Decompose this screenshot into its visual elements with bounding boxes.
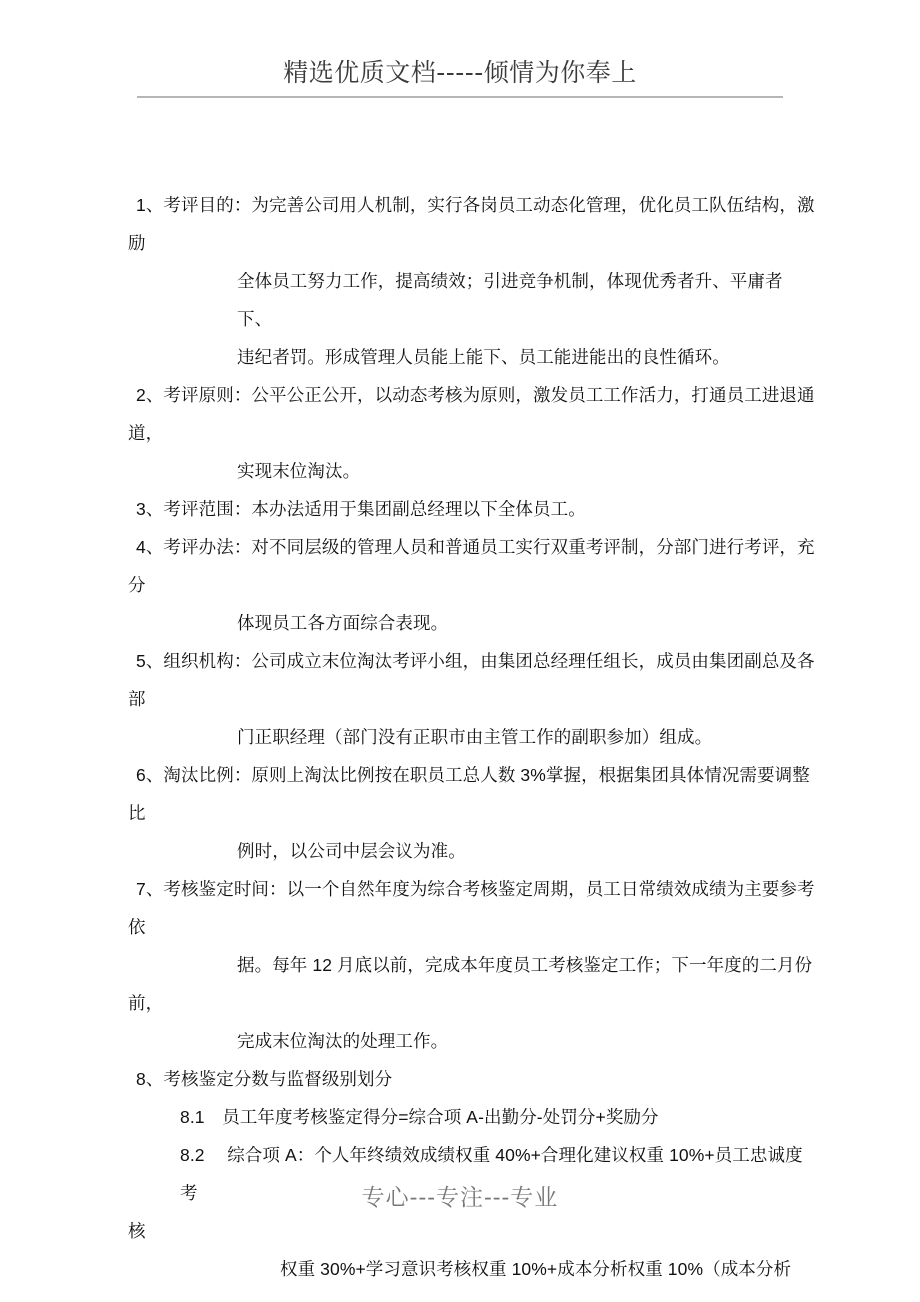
item-4-line-1: 4、考评办法：对不同层级的管理人员和普通员工实行双重考评制，分部门进行考评，充 [136,537,815,557]
document-footer [0,1182,920,1214]
item-8-2-line-1: 8.2 综合项 A：个人年终绩效成绩权重 40%+合理化建议权重 10%+员工忠诚度考 [180,1145,803,1203]
item-1-line-2: 励 [128,233,146,253]
item-7-line-4: 前， [128,993,164,1013]
item-1-line-4: 违纪者罚。形成管理人员能上能下、员工能进能出的良性循环。 [237,347,730,367]
item-5-line-1: 5、组织机构：公司成立末位淘汰考评小组，由集团总经理任组长，成员由集团副总及各 [136,651,815,671]
item-8-2-line-3: 权重 30%+学习意识考核权重 10%+成本分析权重 10%（成本分析 [280,1259,792,1279]
item-8-2-line-2: 核 [128,1221,146,1241]
item-4-line-2: 分 [128,575,146,595]
item-7-line-3: 据。每年 12 月底以前，完成本年度员工考核鉴定工作；下一年度的二月份 [237,955,813,975]
item-2-line-2: 道， [128,423,164,443]
item-1-line-1: 1、考评目的：为完善公司用人机制，实行各岗员工动态化管理，优化员工队伍结构，激 [136,195,815,215]
item-7-line-5: 完成末位淘汰的处理工作。 [237,1031,449,1051]
item-8-line-1: 8、考核鉴定分数与监督级别划分 [136,1069,393,1089]
document-header [137,56,783,98]
item-7-line-2: 依 [128,917,146,937]
item-8-1: 8.1 员工年度考核鉴定得分=综合项 A-出勤分-处罚分+奖励分 [180,1107,659,1127]
header-title: 精选优质文档-----倾情为你奉上 [283,58,637,87]
item-2-line-1: 2、考评原则：公平公正公开，以动态考核为原则，激发员工工作活力，打通员工进退通 [136,385,815,405]
item-3-line-1: 3、考评范围：本办法适用于集团副总经理以下全体员工。 [136,499,586,519]
item-2-line-3: 实现末位淘汰。 [237,461,361,481]
item-6-line-1: 6、淘汰比例：原则上淘汰比例按在职员工总人数 3%掌握，根据集团具体情况需要调整比 [128,765,810,823]
item-5-line-2: 部 [128,689,146,709]
item-6-line-2: 例时，以公司中层会议为准。 [237,841,466,861]
footer-slogan: 专心---专注---专业 [361,1185,559,1211]
document-body [0,186,920,1288]
item-4-line-3: 体现员工各方面综合表现。 [237,613,449,633]
item-7-line-1: 7、考核鉴定时间：以一个自然年度为综合考核鉴定周期，员工日常绩效成绩为主要参考 [136,879,815,899]
item-1-line-3: 全体员工努力工作，提高绩效；引进竞争机制，体现优秀者升、平庸者下、 [237,271,783,329]
item-5-line-3: 门正职经理（部门没有正职市由主管工作的副职参加）组成。 [237,727,713,747]
